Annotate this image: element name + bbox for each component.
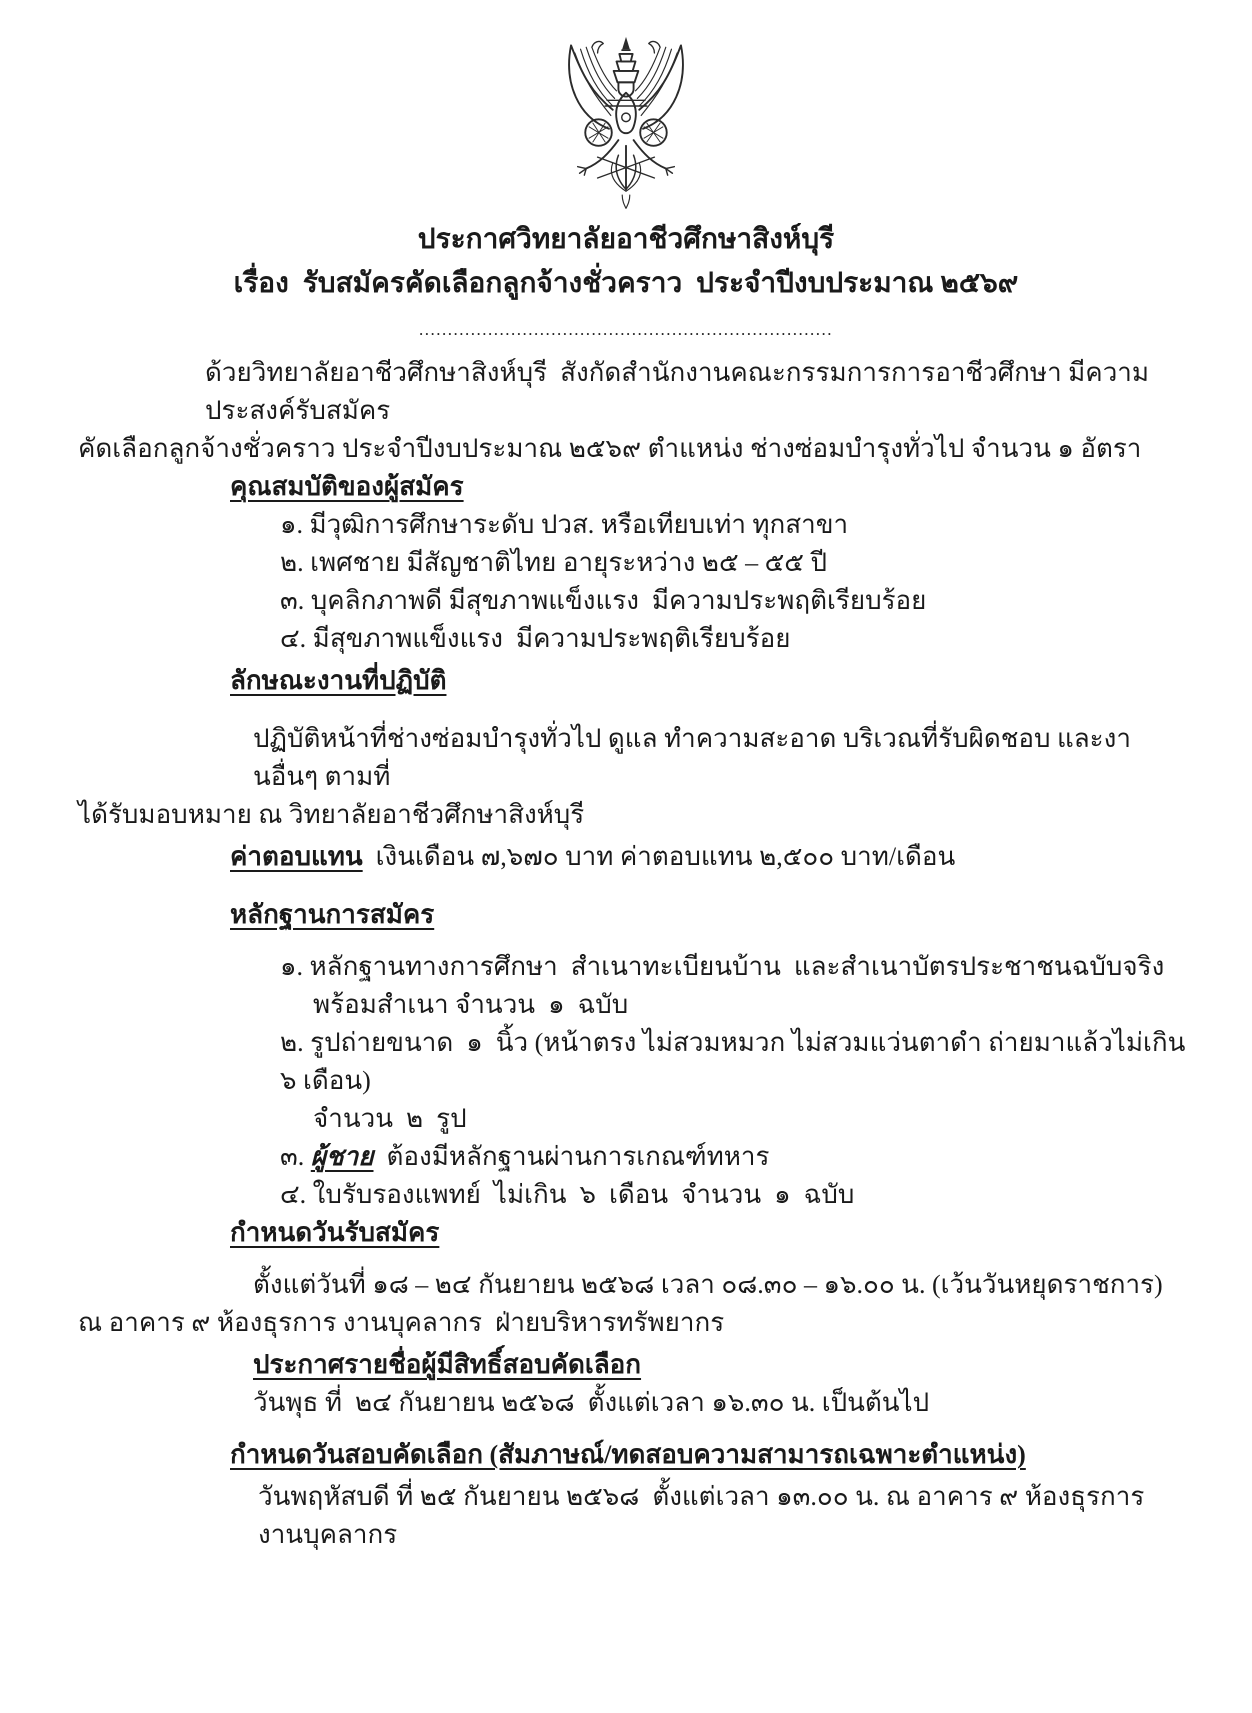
evidence-item-3-number: ๓. (280, 1142, 311, 1171)
exam-heading (230, 1436, 1192, 1474)
evidence-item-3-male-label: ผู้ชาย (310, 1142, 374, 1171)
document-subject: เรื่อง รับสมัครคัดเลือกลูกจ้างชั่วคราว ประจำปีงบประมาณ ๒๕๖๙ (233, 268, 1019, 299)
evidence-item-4: ๔. ใบรับรองแพทย์ ไม่เกิน ๖ เดือน จำนวน ๑ ฉบับ (280, 1180, 855, 1209)
evidence-heading-text: หลักฐานการสมัคร (230, 900, 435, 929)
compensation-line (230, 838, 1192, 876)
qualification-item-1: ๑. มีวุฒิการศึกษาระดับ ปวส. หรือเทียบเท่า ทุกสาขา (280, 510, 849, 539)
evidence-item-1-line-1: ๑. หลักฐานทางการศึกษา สำเนาทะเบียนบ้าน และสำเนาบัตรประชาชนฉบับจริง (280, 952, 1165, 981)
qualifications-heading-text: คุณสมบัติของผู้สมัคร (230, 472, 464, 501)
emblem-container (0, 0, 1252, 216)
qualification-item-2: ๒. เพศชาย มีสัญชาติไทย อายุระหว่าง ๒๕ – ๕๕ ปี (280, 548, 827, 577)
period-heading-text: กำหนดวันรับสมัคร (230, 1218, 440, 1247)
evidence-item-2-line-2: จำนวน ๒ รูป (313, 1104, 467, 1133)
job-line-2: ได้รับมอบหมาย ณ วิทยาลัยอาชีวศึกษาสิงห์บุรี (78, 800, 585, 829)
qualification-item-3: ๓. บุคลิกภาพดี มีสุขภาพแข็งแรง มีความประพฤติเรียบร้อย (280, 586, 927, 615)
qualification-item-4: ๔. มีสุขภาพแข็งแรง มีความประพฤติเรียบร้อย (280, 624, 791, 653)
announcement-heading (253, 1346, 1192, 1384)
exam-heading-text: กำหนดวันสอบคัดเลือก (สัมภาษณ์/ทดสอบความสามารถเฉพาะตำแหน่ง) (230, 1440, 1026, 1469)
job-heading (230, 662, 1192, 700)
evidence-item-3-rest: ต้องมีหลักฐานผ่านการเกณฑ์ทหาร (373, 1142, 770, 1171)
period-line-1: ตั้งแต่วันที่ ๑๘ – ๒๔ กันยายน ๒๕๖๘ เวลา ๐๘.๓๐ – ๑๖.๐๐ น. (เว้นวันหยุดราชการ) (253, 1270, 1163, 1299)
evidence-item-1-line-2: พร้อมสำเนา จำนวน ๑ ฉบับ (313, 990, 629, 1019)
period-line-2: ณ อาคาร ๙ ห้องธุรการ งานบุคลากร ฝ่ายบริหารทรัพยากร (78, 1308, 725, 1337)
document-title: ประกาศวิทยาลัยอาชีวศึกษาสิงห์บุรี (417, 224, 835, 255)
job-line-1: ปฏิบัติหน้าที่ช่างซ่อมบำรุงทั่วไป ดูแล ทำความสะอาด บริเวณที่รับผิดชอบ และงานอื่นๆ ตามที่ (253, 724, 1131, 791)
exam-text: วันพฤหัสบดี ที่ ๒๕ กันยายน ๒๕๖๘ ตั้งแต่เวลา ๑๓.๐๐ น. ณ อาคาร ๙ ห้องธุรการ งานบุคลากร (258, 1482, 1151, 1549)
compensation-heading-text: ค่าตอบแทน (230, 842, 363, 871)
compensation-text: เงินเดือน ๗,๖๗๐ บาท ค่าตอบแทน ๒,๕๐๐ บาท/เดือน (362, 842, 956, 871)
intro-line-1: ด้วยวิทยาลัยอาชีวศึกษาสิงห์บุรี สังกัดสำนักงานคณะกรรมการการอาชีวศึกษา มีความประสงค์รับสมัคร (205, 358, 1150, 425)
announcement-text: วันพุธ ที่ ๒๔ กันยายน ๒๕๖๘ ตั้งแต่เวลา ๑๖.๓๐ น. เป็นต้นไป (253, 1388, 930, 1417)
document-body (0, 354, 1252, 1554)
garuda-emblem (550, 34, 702, 214)
period-heading (230, 1214, 1192, 1252)
intro-line-2: คัดเลือกลูกจ้างชั่วคราว ประจำปีงบประมาณ ๒๕๖๙ ตำแหน่ง ช่างซ่อมบำรุงทั่วไป จำนวน ๑ อัตรา (78, 434, 1142, 463)
evidence-heading (230, 896, 1192, 934)
evidence-item-2-line-1: ๒. รูปถ่ายขนาด ๑ นิ้ว (หน้าตรง ไม่สวมหมวก ไม่สวมแว่นตาดำ ถ่ายมาแล้วไม่เกิน ๖ เดือน) (280, 1028, 1192, 1095)
dotted-divider: ........................................................................ (419, 320, 833, 339)
job-heading-text: ลักษณะงานที่ปฏิบัติ (230, 666, 447, 695)
evidence-item-3 (280, 1138, 1192, 1176)
announcement-heading-text: ประกาศรายชื่อผู้มีสิทธิ์สอบคัดเลือก (253, 1350, 642, 1379)
qualifications-heading (230, 468, 1192, 506)
